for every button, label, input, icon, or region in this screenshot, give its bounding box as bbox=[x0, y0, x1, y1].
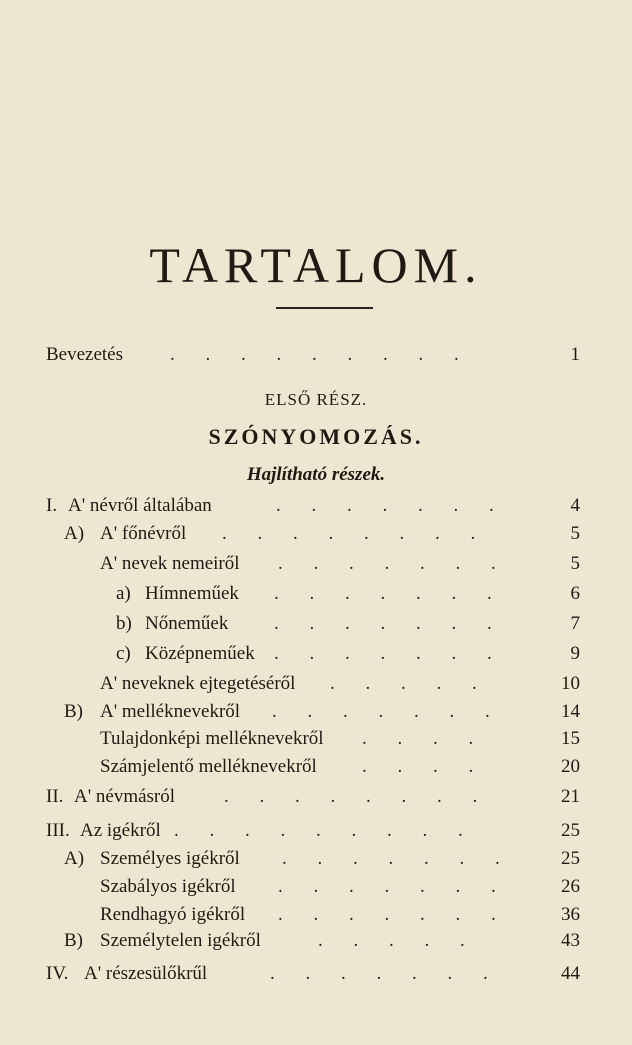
toc-row bbox=[0, 844, 632, 874]
toc-entry-number: c) bbox=[116, 643, 131, 664]
toc-dot-leader: . . . . . . . bbox=[276, 495, 507, 516]
toc-entry-label: Az igékről bbox=[80, 820, 161, 841]
toc-dot-leader: . . . . . . . bbox=[274, 613, 505, 634]
toc-entry-label: A' neveknek ejtegetéséről bbox=[100, 673, 296, 694]
toc-entry-label: Középneműek bbox=[145, 643, 255, 664]
toc-dot-leader: . . . . . . . . bbox=[222, 523, 489, 544]
toc-entry-label: A' nevek nemeiről bbox=[100, 553, 240, 574]
toc-page-number: 26 bbox=[561, 876, 580, 897]
toc-entry-label: Nőneműek bbox=[145, 613, 229, 634]
toc-row bbox=[0, 816, 632, 846]
toc-entry-label: Bevezetés bbox=[46, 344, 124, 365]
toc-dot-leader: . . . . . bbox=[318, 930, 478, 951]
toc-entry-number: I. bbox=[46, 495, 58, 516]
toc-page-number: 7 bbox=[570, 613, 580, 634]
toc-page-number: 5 bbox=[570, 523, 580, 544]
title-underline bbox=[276, 307, 373, 309]
toc-entry-label: Rendhagyó igékről bbox=[100, 904, 246, 925]
toc-entry-label: A' melléknevekről bbox=[100, 701, 241, 722]
toc-dot-leader: . . . . . . . bbox=[278, 904, 509, 925]
toc-entry-label: Tulajdonképi melléknevekről bbox=[100, 728, 324, 749]
toc-entry-number: IV. bbox=[46, 963, 69, 984]
toc-dot-leader: . . . . . . . bbox=[274, 643, 505, 664]
toc-dot-leader: . . . . bbox=[362, 728, 487, 749]
toc-row bbox=[0, 340, 632, 370]
toc-dot-leader: . . . . . . . bbox=[282, 848, 513, 869]
toc-dot-leader: . . . . . . . bbox=[272, 701, 503, 722]
toc-entry-number: A) bbox=[64, 523, 85, 544]
toc-row bbox=[0, 579, 632, 609]
toc-page-number: 14 bbox=[561, 701, 580, 722]
toc-page-number: 10 bbox=[561, 673, 580, 694]
toc-row bbox=[0, 609, 632, 639]
toc-page-number: 21 bbox=[561, 786, 580, 807]
toc-dot-leader: . . . . . . . bbox=[278, 876, 509, 897]
toc-entry-label: A' részesülőkrűl bbox=[84, 963, 208, 984]
toc-dot-leader: . . . . . . . bbox=[270, 963, 501, 984]
toc-page-number: 25 bbox=[561, 848, 580, 869]
toc-page-number: 4 bbox=[570, 495, 580, 516]
toc-page-number: 15 bbox=[561, 728, 580, 749]
toc-entry-number: B) bbox=[64, 701, 83, 722]
toc-row bbox=[0, 752, 632, 782]
toc-row bbox=[0, 639, 632, 669]
toc-dot-leader: . . . . . . . bbox=[278, 553, 509, 574]
toc-page-number: 9 bbox=[570, 643, 580, 664]
toc-row bbox=[0, 519, 632, 549]
section-title: Hajlítható részek. bbox=[246, 464, 386, 485]
toc-dot-leader: . . . . . . . . bbox=[224, 786, 491, 807]
toc-entry-label: Személyes igékről bbox=[100, 848, 240, 869]
page-title: TARTALOM. bbox=[149, 237, 483, 293]
toc-entry-label: Hímneműek bbox=[145, 583, 239, 604]
toc-page-number: 36 bbox=[561, 904, 580, 925]
toc-page-number: 5 bbox=[570, 553, 580, 574]
toc-row bbox=[0, 491, 632, 521]
toc-entry-label: Számjelentő melléknevekről bbox=[100, 756, 317, 777]
toc-entry-label: A' névről általában bbox=[68, 495, 212, 516]
toc-dot-leader: . . . . . bbox=[330, 673, 490, 694]
toc-page-number: 44 bbox=[561, 963, 580, 984]
toc-entry-label: Szabályos igékről bbox=[100, 876, 236, 897]
toc-page-number: 6 bbox=[570, 583, 580, 604]
toc-dot-leader: . . . . . . . . . bbox=[174, 820, 476, 841]
toc-dot-leader: . . . . . . . bbox=[274, 583, 505, 604]
toc-row bbox=[0, 697, 632, 727]
toc-dot-leader: . . . . . . . . . bbox=[170, 344, 472, 365]
toc-row bbox=[0, 669, 632, 699]
toc-entry-label: A' névmásról bbox=[74, 786, 176, 807]
toc-entry-number: a) bbox=[116, 583, 131, 604]
toc-dot-leader: . . . . bbox=[362, 756, 487, 777]
toc-entry-number: II. bbox=[46, 786, 64, 807]
toc-page-number: 25 bbox=[561, 820, 580, 841]
toc-entry-label: Személytelen igékről bbox=[100, 930, 261, 951]
part-title: SZÓNYOMOZÁS. bbox=[208, 424, 424, 449]
toc-entry-label: A' főnévről bbox=[100, 523, 187, 544]
toc-entry-number: B) bbox=[64, 930, 83, 951]
toc-page-number: 20 bbox=[561, 756, 580, 777]
toc-page-number: 1 bbox=[570, 344, 580, 365]
toc-row bbox=[0, 782, 632, 812]
toc-row bbox=[0, 724, 632, 754]
part-label: ELSŐ RÉSZ. bbox=[264, 390, 368, 409]
toc-entry-number: b) bbox=[116, 613, 132, 634]
toc-page-number: 43 bbox=[561, 930, 580, 951]
toc-row bbox=[0, 959, 632, 989]
toc-row bbox=[0, 549, 632, 579]
toc-row bbox=[0, 926, 632, 956]
toc-entry-number: III. bbox=[46, 820, 70, 841]
toc-row bbox=[0, 872, 632, 902]
toc-entry-number: A) bbox=[64, 848, 85, 869]
